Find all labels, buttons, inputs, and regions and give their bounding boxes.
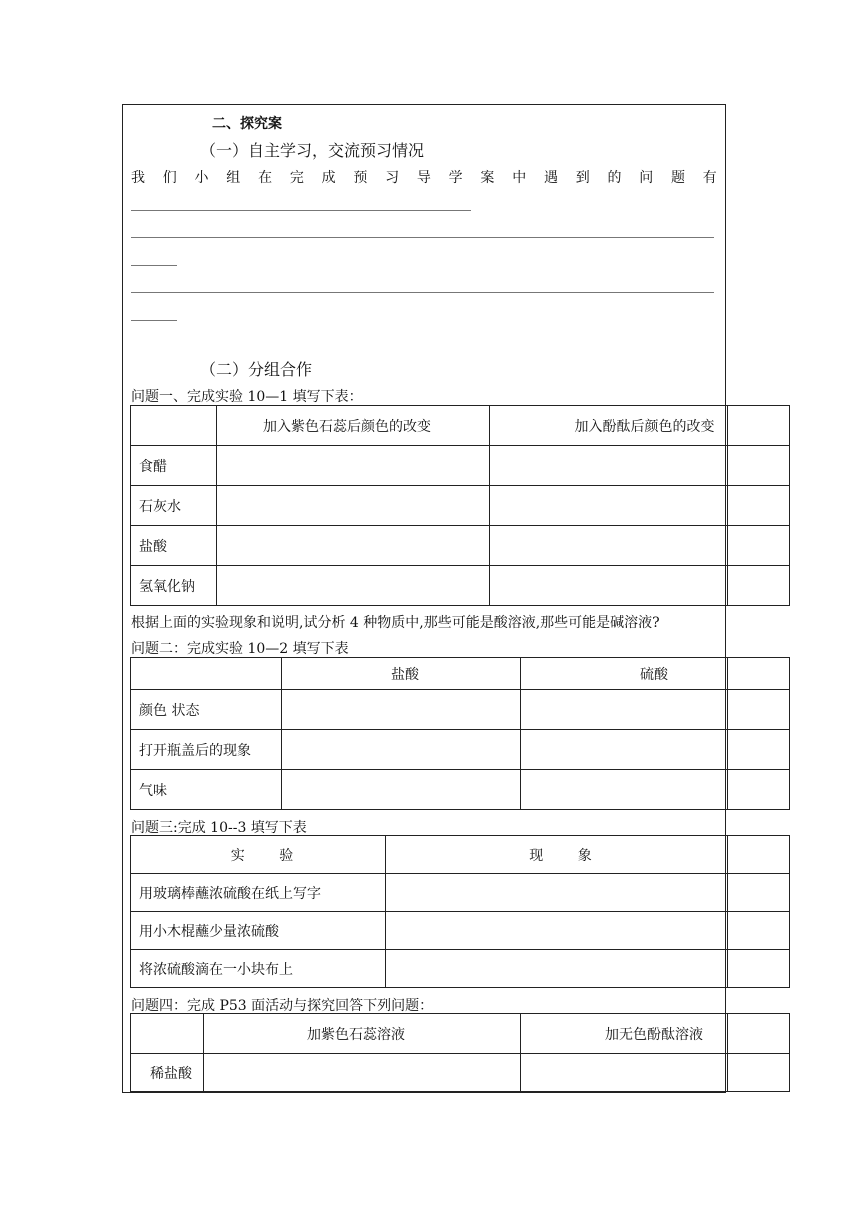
table-header-row	[131, 406, 790, 446]
row-label: 将浓硫酸滴在一小块布上	[131, 950, 386, 988]
answer-cell[interactable]	[521, 1054, 728, 1092]
question-2-table	[130, 657, 790, 810]
row-label: 颜色 状态	[131, 690, 282, 730]
table-row	[131, 770, 790, 810]
answer-cell[interactable]	[728, 1054, 790, 1092]
question-3-table	[130, 835, 790, 988]
row-label: 石灰水	[131, 486, 217, 526]
table-header-cell	[728, 406, 790, 446]
table-header-row	[131, 658, 790, 690]
table-row	[131, 526, 790, 566]
section-title: 二、探究案	[212, 116, 282, 132]
question-1-table	[130, 405, 790, 606]
prompt-char: 遇	[543, 170, 558, 186]
answer-cell[interactable]	[728, 874, 790, 912]
answer-cell[interactable]	[521, 730, 728, 770]
answer-cell[interactable]	[490, 526, 728, 566]
prompt-char: 小	[194, 170, 209, 186]
answer-line	[131, 292, 714, 293]
self-study-prompt	[131, 167, 717, 187]
table-header-cell: 硫酸	[521, 658, 728, 690]
prompt-char: 题	[671, 170, 686, 186]
subsection-group-work: （二）分组合作	[200, 360, 313, 379]
table-header-cell: 现 象	[386, 836, 728, 874]
answer-line	[131, 210, 471, 211]
answer-cell[interactable]	[386, 874, 728, 912]
question-3-title: 问题三:完成 10--3 填写下表	[131, 820, 307, 836]
table-header-cell	[728, 658, 790, 690]
prompt-char: 成	[321, 170, 336, 186]
row-label: 打开瓶盖后的现象	[131, 730, 282, 770]
table-header-cell	[131, 1014, 204, 1054]
answer-cell[interactable]	[728, 526, 790, 566]
row-label: 食醋	[131, 446, 217, 486]
answer-cell[interactable]	[386, 912, 728, 950]
answer-cell[interactable]	[728, 912, 790, 950]
table-header-cell	[131, 406, 217, 446]
question-2-title: 问题二：完成实验 10—2 填写下表	[131, 641, 349, 657]
prompt-char: 有	[702, 170, 717, 186]
answer-cell[interactable]	[728, 950, 790, 988]
answer-cell[interactable]	[521, 770, 728, 810]
answer-cell[interactable]	[728, 446, 790, 486]
table-row	[131, 1054, 790, 1092]
answer-line	[131, 237, 714, 238]
table-row	[131, 486, 790, 526]
row-label: 稀盐酸	[131, 1054, 204, 1092]
answer-cell[interactable]	[728, 486, 790, 526]
question-4-table	[130, 1013, 790, 1092]
table-header-cell: 加无色酚酞溶液	[521, 1014, 728, 1054]
subsection-self-study: （一）自主学习，交流预习情况	[200, 141, 425, 160]
prompt-char: 习	[385, 170, 400, 186]
prompt-char: 完	[289, 170, 304, 186]
answer-cell[interactable]	[490, 486, 728, 526]
table-header-row	[131, 1014, 790, 1054]
prompt-char: 们	[162, 170, 177, 186]
table-row	[131, 950, 790, 988]
prompt-char: 在	[258, 170, 273, 186]
answer-cell[interactable]	[217, 526, 490, 566]
answer-cell[interactable]	[204, 1054, 521, 1092]
answer-cell[interactable]	[728, 566, 790, 606]
answer-cell[interactable]	[282, 690, 521, 730]
question-1-title: 问题一、完成实验 10—1 填写下表：	[131, 389, 363, 405]
prompt-char: 学	[448, 170, 463, 186]
prompt-char: 我	[131, 170, 145, 186]
table-row	[131, 690, 790, 730]
answer-line	[131, 320, 177, 321]
table-header-cell: 加紫色石蕊溶液	[204, 1014, 521, 1054]
prompt-char: 问	[639, 170, 654, 186]
answer-cell[interactable]	[728, 770, 790, 810]
answer-cell[interactable]	[490, 566, 728, 606]
answer-line	[131, 265, 177, 266]
row-label: 盐酸	[131, 526, 217, 566]
question-1-note: 根据上面的实验现象和说明,试分析 4 种物质中,那些可能是酸溶液,那些可能是碱溶液?	[131, 615, 660, 631]
table-header-cell: 实 验	[131, 836, 386, 874]
prompt-char: 组	[226, 170, 241, 186]
table-row	[131, 566, 790, 606]
table-header-row	[131, 836, 790, 874]
table-header-cell: 加入紫色石蕊后颜色的改变	[217, 406, 490, 446]
table-header-cell: 盐酸	[282, 658, 521, 690]
prompt-char: 到	[575, 170, 590, 186]
answer-cell[interactable]	[217, 486, 490, 526]
prompt-char: 导	[416, 170, 431, 186]
answer-cell[interactable]	[282, 770, 521, 810]
answer-cell[interactable]	[217, 446, 490, 486]
prompt-char: 案	[480, 170, 495, 186]
row-label: 用玻璃棒蘸浓硫酸在纸上写字	[131, 874, 386, 912]
answer-cell[interactable]	[386, 950, 728, 988]
table-row	[131, 874, 790, 912]
row-label: 用小木棍蘸少量浓硫酸	[131, 912, 386, 950]
table-row	[131, 730, 790, 770]
answer-cell[interactable]	[217, 566, 490, 606]
answer-cell[interactable]	[728, 730, 790, 770]
answer-cell[interactable]	[521, 690, 728, 730]
table-header-cell: 加入酚酞后颜色的改变	[490, 406, 728, 446]
row-label: 气味	[131, 770, 282, 810]
question-4-title: 问题四：完成 P53 面活动与探究回答下列问题：	[131, 998, 434, 1014]
prompt-char: 预	[353, 170, 368, 186]
table-row	[131, 446, 790, 486]
answer-cell[interactable]	[282, 730, 521, 770]
prompt-char: 的	[607, 170, 622, 186]
table-header-cell	[131, 658, 282, 690]
answer-cell[interactable]	[728, 690, 790, 730]
prompt-char: 中	[512, 170, 527, 186]
table-row	[131, 912, 790, 950]
row-label: 氢氧化钠	[131, 566, 217, 606]
table-header-cell	[728, 1014, 790, 1054]
answer-cell[interactable]	[490, 446, 728, 486]
table-header-cell	[728, 836, 790, 874]
